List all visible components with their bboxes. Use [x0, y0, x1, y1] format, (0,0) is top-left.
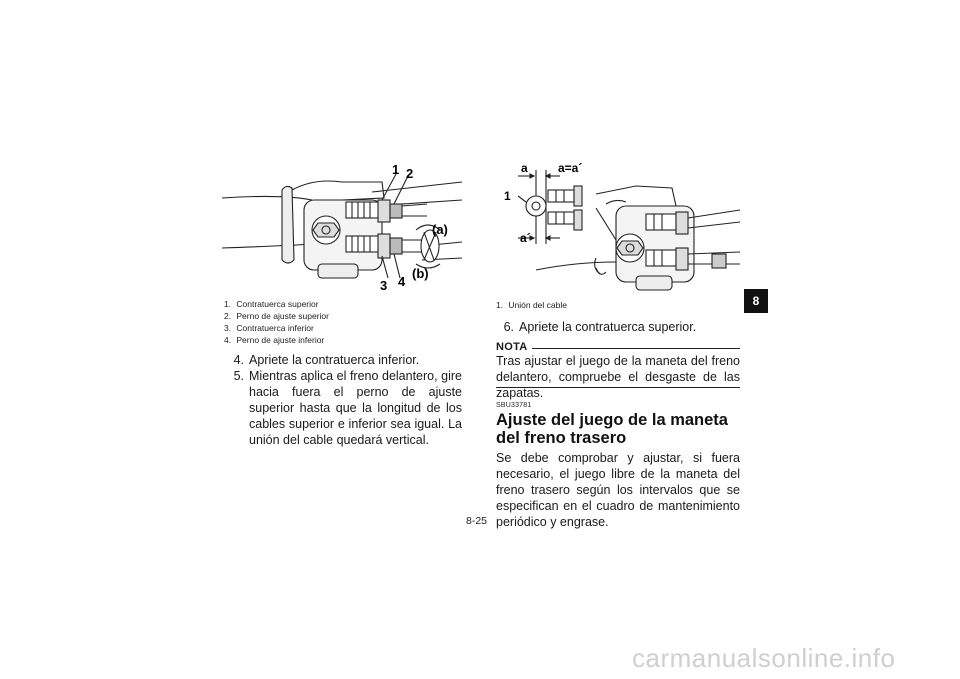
step-6: 6. Apriete la contratuerca superior.	[503, 320, 697, 334]
label-b: (b)	[412, 266, 429, 281]
step-4: 4. Apriete la contratuerca inferior.	[233, 353, 420, 367]
steps-left	[222, 352, 462, 448]
cable-joint-drawing	[496, 158, 740, 294]
caption-item: 1. Unión del cable	[496, 300, 567, 310]
step-5: 5. Mientras aplica el freno delantero, gire hacia fuera el perno de ajuste superior hasta que la longitud de los cables superior e inferior sea igual. La unión del cable quedará vertical.	[233, 369, 462, 447]
label-a: (a)	[432, 222, 448, 237]
label-a-equals-a-prime: a=a´	[558, 161, 583, 175]
label-a-prime: a´	[520, 231, 531, 245]
caption-item: 3. Contratuerca inferior	[224, 323, 314, 333]
brake-lever-assembly-drawing	[222, 160, 466, 292]
page-number: 8-25	[466, 515, 488, 527]
caption-item: 2. Perno de ajuste superior	[224, 311, 329, 321]
chapter-tab: 8	[744, 289, 768, 313]
caption-item: 1. Contratuerca superior	[224, 299, 319, 309]
watermark: carmanualsonline.info	[632, 643, 896, 673]
label-1: 1	[504, 189, 511, 203]
label-4: 4	[398, 274, 406, 289]
nota-label: NOTA	[496, 341, 528, 353]
label-3: 3	[380, 278, 388, 292]
caption-item: 4. Perno de ajuste inferior	[224, 335, 325, 345]
section-code: SBU33781	[496, 402, 532, 409]
nota-bottom-rule	[496, 387, 740, 388]
label-1: 1	[392, 162, 400, 177]
nota-text: Tras ajustar el juego de la maneta del freno delantero, compruebe el desgaste de las zapatas.	[496, 354, 740, 400]
figure-right-caption	[496, 299, 736, 311]
brake-adjuster-illustration-right	[496, 158, 740, 294]
brake-adjuster-illustration-left	[222, 160, 466, 292]
section-title: Ajuste del juego de la maneta del freno trasero	[496, 411, 728, 447]
nota-top-rule	[532, 348, 740, 349]
label-a: a	[521, 161, 528, 175]
section-text: Se debe comprobar y ajustar, si fuera necesario, el juego libre de la maneta del freno trasero según los intervalos que se especifican en el cuadro de mantenimiento periódico y engrase.	[496, 451, 740, 529]
label-2: 2	[406, 166, 414, 181]
figure-left-caption	[224, 298, 464, 346]
